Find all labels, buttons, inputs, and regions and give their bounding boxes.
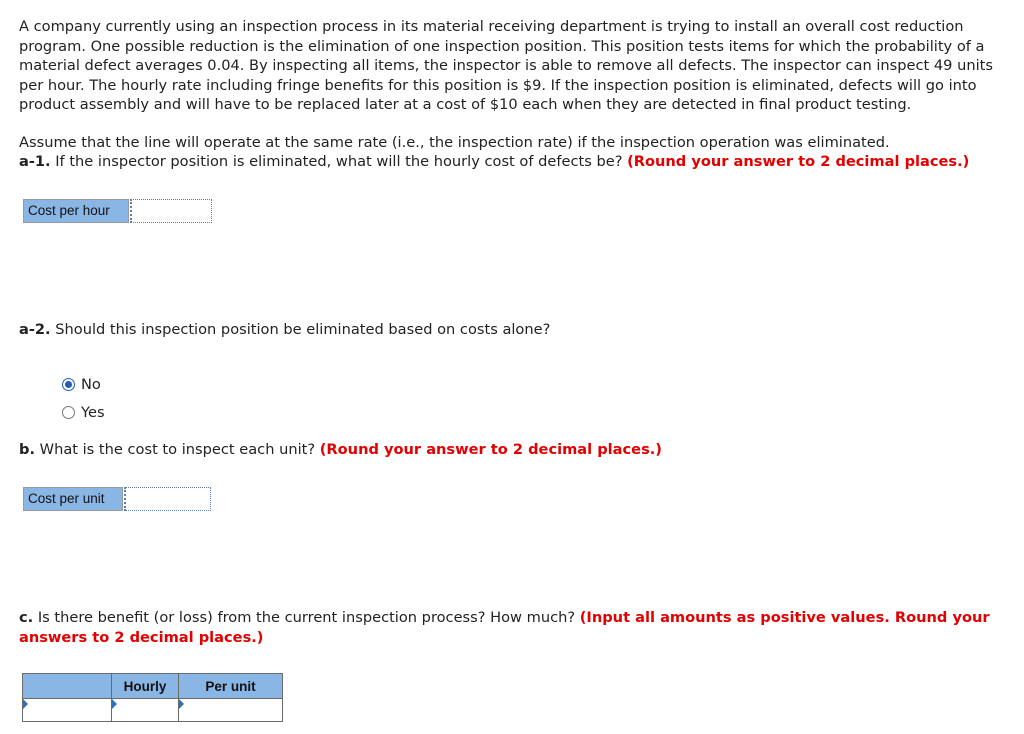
benefit-table-row [23, 699, 283, 722]
benefit-header-per-unit: Per unit [179, 674, 283, 699]
problem-line-2: program. One possible reduction is the elimination of one inspection position. This position tests items for which the probability of a [19, 37, 985, 55]
question-c-label: c. [19, 609, 34, 626]
cost-per-unit-input[interactable] [124, 487, 211, 511]
question-a1-note: (Round your answer to 2 decimal places.) [627, 153, 970, 170]
radio-label-yes: Yes [81, 404, 105, 421]
problem-line-3: material defect averages 0.04. By inspecting all items, the inspector is able to remove all defects. The inspector can inspect 49 units [19, 57, 993, 74]
question-a2-text: Should this inspection position be eliminated based on costs alone? [50, 321, 551, 338]
question-a1-text: If the inspector position is eliminated, what will the hourly cost of defects be? [50, 153, 628, 170]
question-a1 [19, 152, 969, 172]
benefit-or-loss-select[interactable] [23, 699, 112, 722]
benefit-hourly-input[interactable] [112, 699, 179, 722]
problem-line-1: A company currently using an inspection process in its material receiving department is trying to install an overall cost reduction [19, 18, 964, 35]
benefit-header-blank [23, 674, 112, 699]
radio-label-no: No [81, 376, 101, 393]
question-c [19, 608, 990, 647]
benefit-per-unit-input[interactable] [179, 699, 283, 722]
question-b-label: b. [19, 441, 35, 458]
a1-answer-row [23, 199, 212, 223]
problem-line-4: per hour. The hourly rate including fringe benefits for this position is $9. If the inspection position is eliminated, defects will go into [19, 76, 977, 94]
radio-option-yes[interactable] [62, 404, 105, 421]
cell-marker-icon [23, 699, 28, 709]
cost-per-hour-input[interactable] [130, 199, 212, 223]
cost-per-hour-label: Cost per hour [23, 199, 129, 223]
benefit-table-header [23, 674, 283, 699]
question-c-note-1: (Input all amounts as positive values. Round your [579, 609, 990, 626]
question-a2-label: a-2. [19, 321, 51, 338]
benefit-header-hourly: Hourly [112, 674, 179, 699]
question-b-text: What is the cost to inspect each unit? [35, 441, 320, 458]
cell-marker-icon [179, 699, 184, 709]
problem-statement [19, 17, 993, 115]
benefit-table [22, 673, 283, 722]
assumption-text: Assume that the line will operate at the same rate (i.e., the inspection rate) if the inspection operation was eliminated. [19, 134, 890, 151]
problem-line-5: product assembly and will have to be replaced later at a cost of $10 each when they are detected in final product testing. [19, 96, 912, 113]
question-a2 [19, 320, 550, 340]
radio-button-no[interactable] [62, 378, 75, 391]
radio-button-yes[interactable] [62, 406, 75, 419]
question-b [19, 440, 662, 460]
cell-marker-icon [112, 699, 117, 709]
question-c-note-2: answers to 2 decimal places.) [19, 628, 264, 646]
cost-per-unit-label: Cost per unit [23, 487, 123, 511]
question-c-text: Is there benefit (or loss) from the current inspection process? How much? [33, 609, 580, 626]
b-answer-row [23, 487, 211, 511]
radio-option-no[interactable] [62, 376, 101, 393]
question-b-note: (Round your answer to 2 decimal places.) [319, 441, 662, 458]
question-a1-label: a-1. [19, 153, 51, 170]
